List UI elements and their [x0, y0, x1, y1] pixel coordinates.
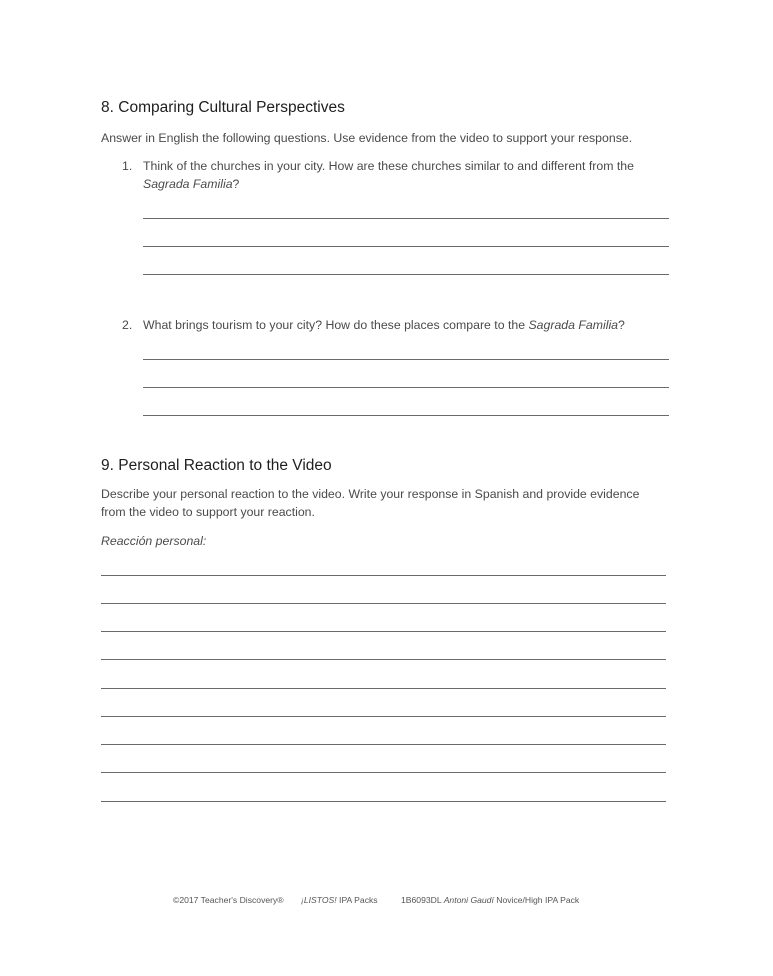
- italic-term: Sagrada Familia: [528, 318, 619, 332]
- answer-line[interactable]: [101, 772, 666, 773]
- section-number: 8.: [101, 99, 114, 116]
- section-9-description: Describe your personal reaction to the video. Write your response in Spanish and provide evidence: [101, 487, 640, 501]
- punctuation: ?: [232, 177, 240, 191]
- product-pack: Novice/High IPA Pack: [493, 895, 580, 905]
- answer-line[interactable]: [101, 659, 666, 660]
- question-1-text: Think of the churches in your city. How are these churches similar to and different from the: [143, 159, 634, 173]
- answer-line[interactable]: [101, 744, 666, 745]
- footer-product: [401, 895, 579, 905]
- answer-line[interactable]: [143, 359, 669, 360]
- answer-line[interactable]: [143, 387, 669, 388]
- product-title: Antoni Gaudí: [443, 895, 494, 905]
- answer-line[interactable]: [101, 575, 666, 576]
- series-name: ¡LISTOS!: [301, 895, 337, 905]
- section-9-description-line2: from the video to support your reaction.: [101, 505, 315, 519]
- answer-line[interactable]: [101, 631, 666, 632]
- series-suffix: IPA Packs: [336, 895, 378, 905]
- reaction-label: Reacción personal:: [101, 534, 207, 548]
- answer-line[interactable]: [143, 218, 669, 219]
- section-title: Personal Reaction to the Video: [118, 457, 332, 474]
- punctuation: ?: [618, 318, 625, 332]
- question-2-text: [143, 316, 625, 334]
- question-1-text-line2: [143, 175, 239, 193]
- product-code: 1B6093DL: [401, 895, 444, 905]
- question-text: What brings tourism to your city? How do these places compare to the: [143, 318, 529, 332]
- answer-line[interactable]: [101, 688, 666, 689]
- answer-line[interactable]: [143, 274, 669, 275]
- answer-line[interactable]: [101, 603, 666, 604]
- answer-line[interactable]: [101, 801, 666, 802]
- section-8-instructions: Answer in English the following questions. Use evidence from the video to support your response.: [101, 131, 633, 145]
- section-title: Comparing Cultural Perspectives: [118, 99, 345, 116]
- question-1-number: 1.: [122, 159, 133, 173]
- italic-term: Sagrada Familia: [143, 177, 233, 191]
- answer-line[interactable]: [101, 716, 666, 717]
- footer-series: [301, 895, 378, 905]
- footer-copyright: ©2017 Teacher's Discovery®: [173, 895, 284, 905]
- question-2-number: 2.: [122, 318, 133, 332]
- section-9-heading: [101, 457, 332, 475]
- section-8-heading: [101, 99, 345, 117]
- section-number: 9.: [101, 457, 114, 474]
- answer-line[interactable]: [143, 246, 669, 247]
- answer-line[interactable]: [143, 415, 669, 416]
